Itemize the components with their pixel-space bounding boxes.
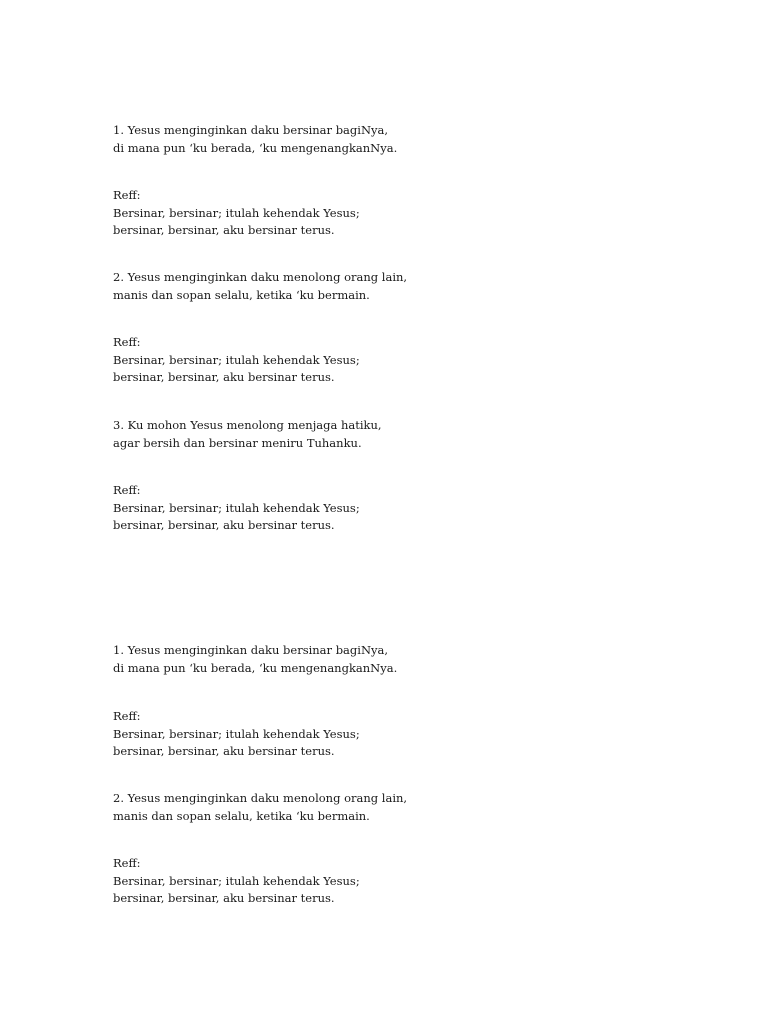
chorus	[113, 334, 673, 387]
chorus-line: bersinar, bersinar, aku bersinar terus.	[113, 518, 335, 532]
chorus-label: Reff:	[113, 188, 141, 202]
verse-line: di mana pun ‘ku berada, ‘ku mengenangkanNya.	[113, 140, 398, 155]
verse-2	[113, 269, 673, 304]
chorus	[113, 187, 673, 240]
verse-line: manis dan sopan selalu, ketika ‘ku bermain.	[113, 287, 370, 302]
verse-line: 2. Yesus menginginkan daku menolong orang lain,	[113, 791, 408, 805]
verse-2	[113, 790, 673, 825]
chorus	[113, 482, 673, 535]
verse-1	[113, 122, 673, 157]
chorus-label: Reff:	[113, 856, 141, 870]
chorus	[113, 708, 673, 761]
chorus-line: Bersinar, bersinar; itulah kehendak Yesus;	[113, 205, 360, 220]
chorus	[113, 855, 673, 908]
verse-line: 3. Ku mohon Yesus menolong menjaga hatiku,	[113, 418, 382, 432]
chorus-line: Bersinar, bersinar; itulah kehendak Yesus;	[113, 500, 360, 515]
verse-line: manis dan sopan selalu, ketika ‘ku bermain.	[113, 808, 370, 823]
chorus-line: bersinar, bersinar, aku bersinar terus.	[113, 891, 335, 905]
verse-line: di mana pun ‘ku berada, ‘ku mengenangkanNya.	[113, 660, 398, 675]
chorus-label: Reff:	[113, 483, 141, 497]
chorus-label: Reff:	[113, 335, 141, 349]
verse-line: 1. Yesus menginginkan daku bersinar bagiNya,	[113, 643, 389, 657]
chorus-line: bersinar, bersinar, aku bersinar terus.	[113, 370, 335, 384]
chorus-line: Bersinar, bersinar; itulah kehendak Yesus;	[113, 352, 360, 367]
chorus-label: Reff:	[113, 709, 141, 723]
verse-1	[113, 642, 673, 677]
verse-line: 2. Yesus menginginkan daku menolong orang lain,	[113, 270, 408, 284]
chorus-line: Bersinar, bersinar; itulah kehendak Yesus;	[113, 726, 360, 741]
verse-line: agar bersih dan bersinar meniru Tuhanku.	[113, 435, 362, 450]
chorus-line: Bersinar, bersinar; itulah kehendak Yesus;	[113, 873, 360, 888]
verse-line: 1. Yesus menginginkan daku bersinar bagiNya,	[113, 123, 389, 137]
verse-3	[113, 417, 673, 452]
chorus-line: bersinar, bersinar, aku bersinar terus.	[113, 744, 335, 758]
chorus-line: bersinar, bersinar, aku bersinar terus.	[113, 223, 335, 237]
